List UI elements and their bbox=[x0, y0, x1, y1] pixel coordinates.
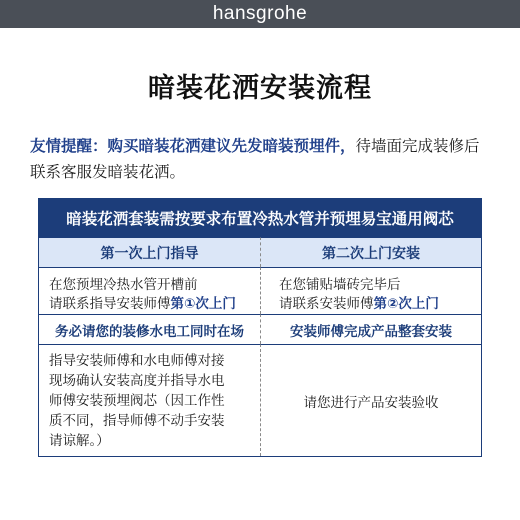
steps-title-row bbox=[39, 237, 481, 267]
detail-left-line: 师傅安装预埋阀芯（因工作性 bbox=[49, 393, 225, 409]
step-2-title: 第二次上门安装 bbox=[260, 237, 481, 267]
steps-body-row bbox=[39, 267, 481, 314]
detail-right bbox=[260, 344, 481, 456]
notes-row bbox=[39, 314, 481, 344]
step-2-line2-plain: 请联系安装师傅 bbox=[279, 296, 374, 312]
table-header bbox=[39, 199, 481, 237]
notice-text bbox=[30, 133, 495, 185]
step-1-line2-em: 第①次上门 bbox=[170, 296, 236, 312]
step-2-line2 bbox=[279, 295, 481, 314]
page-title: 暗装花洒安装流程 bbox=[148, 73, 372, 104]
detail-left bbox=[39, 344, 260, 456]
details-row bbox=[39, 344, 481, 456]
table-header-text: 暗装花洒套装需按要求布置冷热水管并预埋易宝通用阀芯 bbox=[66, 210, 454, 228]
brand-header bbox=[0, 0, 520, 28]
brand-logo: hansgrohe bbox=[212, 3, 308, 24]
step-2-line2-em: 第②次上门 bbox=[373, 296, 439, 312]
detail-left-line: 请谅解。） bbox=[49, 433, 110, 449]
notice-highlight: 友情提醒：购买暗装花洒建议先发暗装预埋件， bbox=[30, 137, 356, 155]
detail-right-text: 请您进行产品安装验收 bbox=[303, 394, 439, 411]
step-2-body bbox=[260, 267, 481, 314]
step-1-line2-plain: 请联系指导安装师傅 bbox=[49, 296, 171, 312]
detail-left-line: 质不同，指导师傅不动手安装 bbox=[49, 413, 225, 429]
step-2-line1: 在您铺贴墙砖完毕后 bbox=[279, 277, 401, 293]
note-2-title: 安装师傅完成产品整套安装 bbox=[260, 314, 481, 344]
step-1-line1: 在您预埋冷热水管开槽前 bbox=[49, 277, 198, 293]
detail-left-line: 指导安装师傅和水电师傅对接 bbox=[49, 353, 225, 369]
note-1-title: 务必请您的装修水电工同时在场 bbox=[39, 314, 260, 344]
installation-table bbox=[38, 198, 482, 457]
step-1-title: 第一次上门指导 bbox=[39, 237, 260, 267]
step-1-body bbox=[39, 267, 260, 314]
step-1-line2 bbox=[49, 295, 260, 314]
notice-rest: 待墙面完成装修后联系客服发暗装花洒。 bbox=[30, 137, 480, 181]
detail-left-line: 现场确认安装高度并指导水电 bbox=[49, 373, 225, 389]
